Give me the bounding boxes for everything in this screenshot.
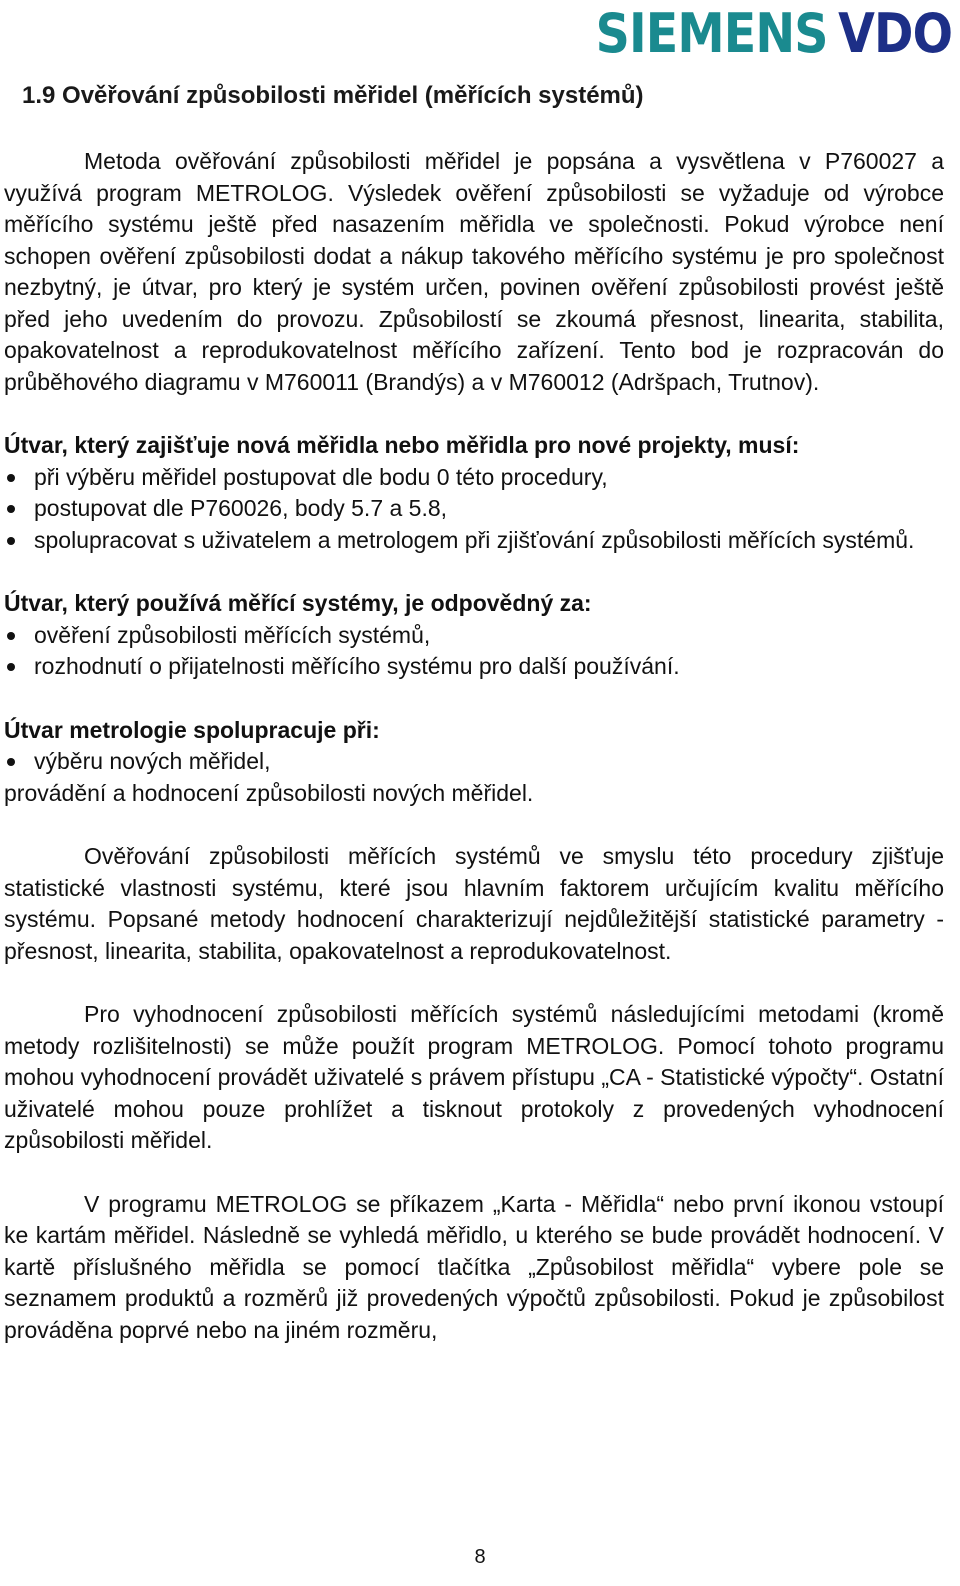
page-number: 8 [474, 1546, 486, 1568]
list-item: spolupracovat s uživatelem a metrologem při zjišťování způsobilosti měřících systémů. [4, 525, 944, 557]
intro-paragraph: Metoda ověřování způsobilosti měřidel je popsána a vysvětlena v P760027 a využívá program METROLOG. Výsledek ověření způsobilosti se vyžaduje od výrobce měřícího systému ještě před nasazením měřidla ve společnosti. Pokud výrobce není schopen ověření způsobilosti dodat a nákup takového měřícího systému je pro společnost nezbytný, je útvar, pro který je systém určen, povinen ověření způsobilosti provést ještě před jeho uvedením do provozu. Způsobilostí se zkoumá přesnost, linearita, stabilita, opakovatelnost a reprodukovatelnost měřícího zařízení. Tento bod je rozpracován do průběhového diagramu v M760011 (Brandýs) a v M760012 (Adršpach, Trutnov). [4, 148, 944, 395]
logo-siemens: SIEMENS [595, 2, 828, 65]
metrology-list [4, 746, 944, 778]
users-title: Útvar, který používá měřící systémy, je odpovědný za: [4, 590, 592, 616]
section-heading: 1.9 Ověřování způsobilosti měřidel (měřících systémů) [22, 82, 644, 109]
document-body [4, 146, 944, 1346]
new-gauges-title: Útvar, který zajišťuje nová měřidla nebo měřidla pro nové projekty, musí: [4, 432, 800, 458]
new-gauges-list [4, 462, 944, 557]
users-list [4, 620, 944, 683]
siemens-vdo-logo [595, 2, 952, 66]
metrology-trailing-line: provádění a hodnocení způsobilosti nových měřidel. [4, 779, 534, 806]
metrolog-usage-paragraph: V programu METROLOG se příkazem „Karta - Měřidla“ nebo první ikonou vstoupí ke kartám měřidel. Následně se vyhledá měřidlo, u kterého se bude provádět hodnocení. V kartě příslušného měřidla se pomocí tlačítka „Způsobilost měřidla“ vybere pole se seznamem produktů a rozměrů již provedených výpočtů způsobilosti. Pokud je způsobilost prováděna poprvé nebo na jiném rozměru, [4, 1190, 944, 1343]
list-item: při výběru měřidel postupovat dle bodu 0 této procedury, [4, 462, 944, 494]
list-item: postupovat dle P760026, body 5.7 a 5.8, [4, 493, 944, 525]
list-item: výběru nových měřidel, [4, 746, 944, 778]
list-item: ověření způsobilosti měřících systémů, [4, 620, 944, 652]
logo-vdo: VDO [838, 2, 952, 65]
metrolog-program-paragraph: Pro vyhodnocení způsobilosti měřících systémů následujícími metodami (kromě metody rozlišitelnosti) se může použít program METROLOG. Pomocí tohoto programu mohou vyhodnocení provádět uživatelé s právem přístupu „CA - Statistické výpočty“. Ostatní uživatelé mohou pouze prohlížet a tisknout protokoly z provedených vyhodnocení způsobilosti měřidel. [4, 1001, 944, 1153]
metrology-title: Útvar metrologie spolupracuje při: [4, 716, 380, 743]
statistics-paragraph: Ověřování způsobilosti měřících systémů ve smyslu této procedury zjišťuje statistické vlastnosti systému, které jsou hlavním faktorem určujícím kvalitu měřícího systému. Popsané metody hodnocení charakterizují nejdůležitější statistické parametry - přesnost, linearita, stabilita, opakovatelnost a reprodukovatelnost. [4, 843, 944, 964]
list-item: rozhodnutí o přijatelnosti měřícího systému pro další používání. [4, 651, 944, 683]
